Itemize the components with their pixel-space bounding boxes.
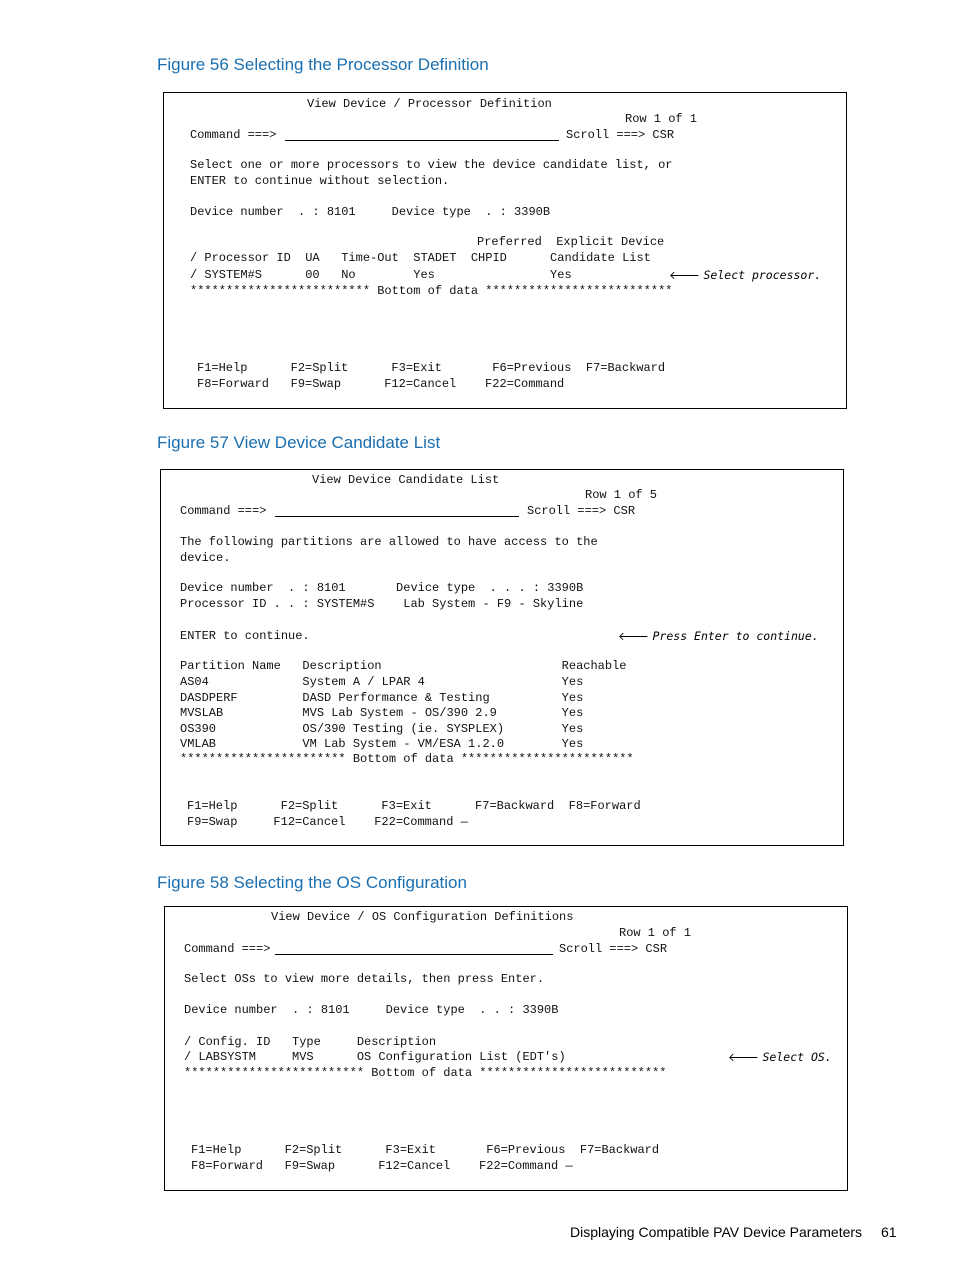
press-enter-note: [618, 629, 819, 643]
device-info: Device number . : 8101 Device type . : 3390B: [190, 205, 551, 219]
instruction-line: Select OSs to view more details, then press Enter.: [184, 972, 545, 986]
note-text: Press Enter to continue.: [652, 629, 819, 643]
note-text: Select processor.: [703, 268, 822, 282]
list-item: AS04 System A / LPAR 4 Yes: [180, 675, 584, 689]
text-line-1: The following partitions are allowed to have access to the: [180, 535, 598, 549]
function-keys-line-2[interactable]: F8=Forward F9=Swap F12=Cancel F22=Command: [197, 377, 565, 391]
row-indicator: Row 1 of 1: [619, 926, 692, 940]
command-label: Command ===>: [190, 128, 277, 142]
scroll-setting[interactable]: Scroll ===> CSR: [566, 128, 675, 142]
command-label: Command ===>: [180, 504, 267, 518]
processor-definition-screen: [163, 92, 847, 409]
row-indicator: Row 1 of 5: [585, 488, 658, 502]
command-input[interactable]: [285, 140, 559, 141]
instruction-line-2: ENTER to continue without selection.: [190, 174, 450, 188]
bottom-of-data: ************************* Bottom of data **************************: [190, 284, 673, 298]
function-keys-line-1[interactable]: F1=Help F2=Split F3=Exit F6=Previous F7=Backward: [197, 361, 666, 375]
screen-title: View Device / Processor Definition: [307, 97, 552, 111]
device-info: Device number . : 8101 Device type . . : 3390B: [184, 1003, 559, 1017]
processor-info: Processor ID . . : SYSTEM#S Lab System - F9 - Skyline: [180, 597, 584, 611]
arrow-left-icon: 🡐: [728, 1050, 763, 1064]
column-header: / Config. ID Type Description: [184, 1035, 437, 1049]
select-os-note: [728, 1050, 832, 1064]
scroll-setting[interactable]: Scroll ===> CSR: [527, 504, 636, 518]
list-header: Partition Name Description Reachable: [180, 659, 627, 673]
figure-57-caption: Figure 57 View Device Candidate List: [157, 433, 441, 452]
config-row[interactable]: / LABSYSTM MVS OS Configuration List (EDT's): [184, 1050, 566, 1064]
arrow-left-icon: 🡐: [669, 268, 704, 282]
text-line-2: device.: [180, 551, 231, 565]
figure-58-caption: Figure 58 Selecting the OS Configuration: [157, 873, 467, 892]
column-header-line-2: / Processor ID UA Time-Out STADET CHPID Candidate List: [190, 251, 651, 265]
bottom-of-data: *********************** Bottom of data ************************: [180, 752, 634, 766]
scroll-setting[interactable]: Scroll ===> CSR: [559, 942, 668, 956]
list-item: MVSLAB MVS Lab System - OS/390 2.9 Yes: [180, 706, 584, 720]
device-info: Device number . : 8101 Device type . . . : 3390B: [180, 581, 584, 595]
list-item: VMLAB VM Lab System - VM/ESA 1.2.0 Yes: [180, 737, 584, 751]
function-keys-line-1[interactable]: F1=Help F2=Split F3=Exit F7=Backward F8=Forward: [187, 799, 641, 813]
command-input[interactable]: [275, 954, 553, 955]
candidate-list-screen: [160, 469, 844, 846]
function-keys-line-2[interactable]: F8=Forward F9=Swap F12=Cancel F22=Command —: [191, 1159, 573, 1173]
screen-title: View Device Candidate List: [312, 473, 500, 487]
screen-title: View Device / OS Configuration Definitions: [271, 910, 574, 924]
enter-to-continue: ENTER to continue.: [180, 629, 310, 643]
instruction-line-1: Select one or more processors to view the device candidate list, or: [190, 158, 673, 172]
function-keys-line-1[interactable]: F1=Help F2=Split F3=Exit F6=Previous F7=Backward: [191, 1143, 660, 1157]
os-configuration-screen: [164, 906, 848, 1191]
arrow-left-icon: 🡐: [618, 629, 653, 643]
bottom-of-data: ************************* Bottom of data **************************: [184, 1066, 667, 1080]
function-keys-line-2[interactable]: F9=Swap F12=Cancel F22=Command —: [187, 815, 468, 829]
page-number: 61: [881, 1224, 897, 1240]
row-indicator: Row 1 of 1: [625, 112, 698, 126]
list-item: DASDPERF DASD Performance & Testing Yes: [180, 691, 584, 705]
figure-56-caption: Figure 56 Selecting the Processor Definition: [157, 55, 489, 74]
list-item: OS390 OS/390 Testing (ie. SYSPLEX) Yes: [180, 722, 584, 736]
command-label: Command ===>: [184, 942, 271, 956]
note-text: Select OS.: [762, 1050, 832, 1064]
footer-section-title: Displaying Compatible PAV Device Parameters: [570, 1224, 863, 1240]
select-processor-note: [669, 268, 821, 282]
command-input[interactable]: [275, 516, 519, 517]
processor-row[interactable]: / SYSTEM#S 00 No Yes Yes: [190, 268, 572, 282]
column-header-line-1: Preferred Explicit Device: [477, 235, 665, 249]
